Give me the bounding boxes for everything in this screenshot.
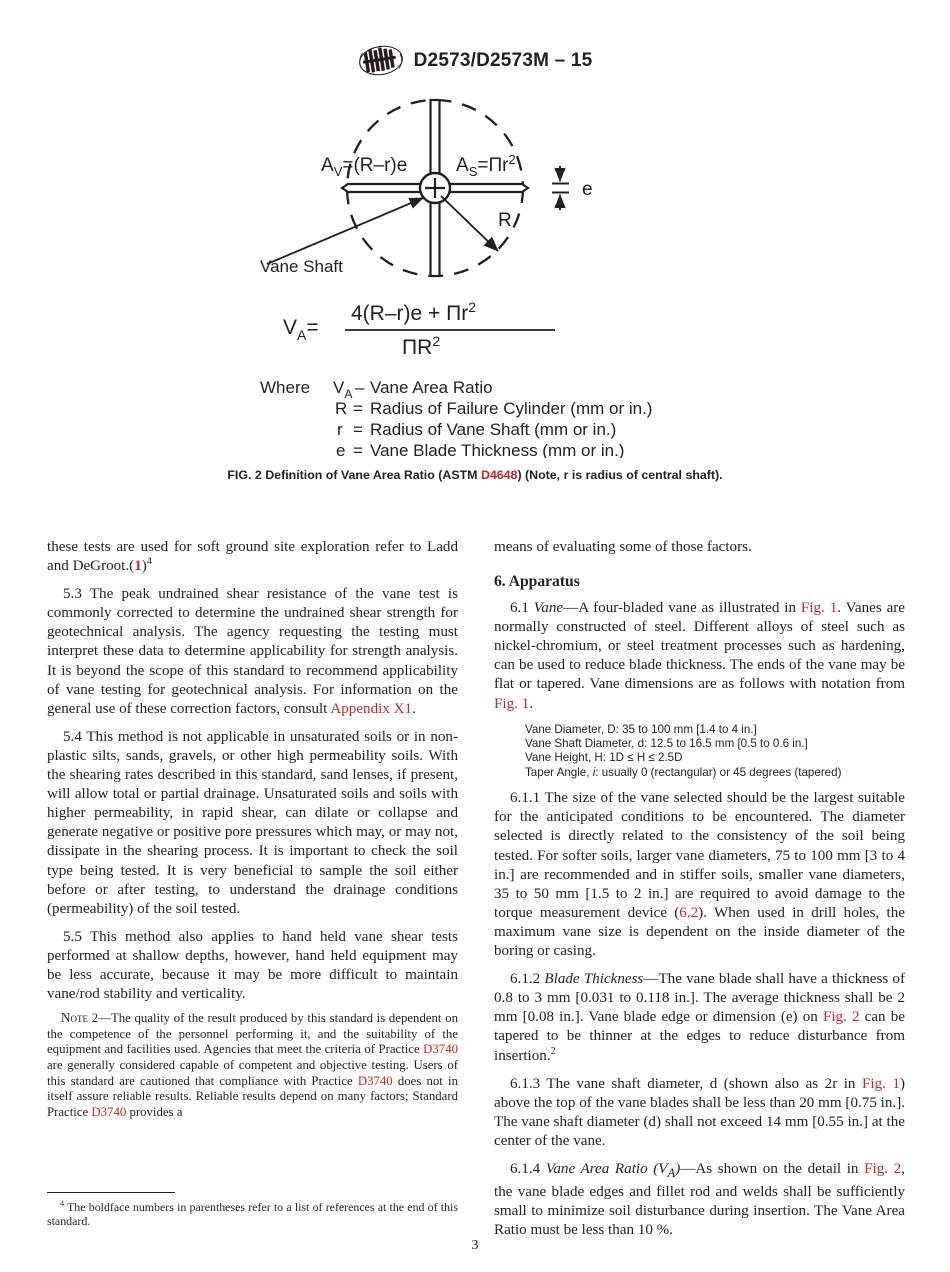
radius-label: R — [498, 210, 512, 231]
legend-def-r-big: Radius of Failure Cylinder (mm or in.) — [370, 399, 653, 418]
note-number: 2— — [88, 1011, 111, 1026]
figure-caption-link-d4648[interactable]: D4648 — [480, 468, 518, 482]
paragraph-6-1-1-text-2: ). When used in drill holes, the maximum vane size is dependent on the inside diameter of the boring or casing. — [494, 904, 905, 960]
fig-2-link-b[interactable]: Fig. 2 — [864, 1160, 902, 1177]
dimension-taper-angle — [525, 766, 905, 780]
vane-dimensions-list — [494, 723, 905, 781]
dimension-vane-height: Vane Height, H: 1D ≤ H ≤ 2.5D — [525, 751, 683, 765]
legend-sep-r-small: = — [353, 420, 363, 439]
formula-legend — [260, 376, 690, 458]
note-label: Note — [61, 1010, 89, 1026]
paragraph-6-1-text-3: . — [529, 695, 534, 712]
legend-item-va: $V_A$ — [333, 378, 353, 401]
paragraph-6-1-2-text-1: —The vane blade shall have a thickness of 0.8 to 3 mm [0.031 to 0.118 in.]. The average thickness shall be 2 mm [0.08 in.]. Vane blade edge or dimension (e) on — [494, 971, 905, 1026]
paragraph-continued-5-2 — [47, 538, 458, 576]
paragraph-6-1-2-term: Blade Thickness — [544, 971, 644, 988]
reference-link-1[interactable]: 1 — [134, 558, 142, 575]
paragraph-6-1-4 — [494, 1160, 905, 1240]
paragraph-6-1-3 — [494, 1075, 905, 1151]
note-text-1: The quality of the result produced by this standard is dependent on the competence of the personnel performing it, and the suitability of the equipment and facilities used. Agencies that meet the criteria of Practice — [47, 1011, 458, 1057]
blade-thickness-dimension — [552, 166, 569, 210]
radius-arrow — [441, 196, 498, 251]
vane-shaft-label: Vane Shaft — [260, 257, 343, 276]
paragraph-6-1-4-number: 6.1.4 — [510, 1160, 546, 1177]
footnote-text: The boldface numbers in parentheses refer to a list of references at the end of this standard. — [47, 1199, 458, 1228]
paragraph-6-1 — [494, 599, 905, 714]
paragraph-6-1-2-text-2: can be tapered to be thinner at the edges to reduce disturbance from insertion. — [494, 1009, 905, 1064]
legend-def-e: Vane Blade Thickness (mm or in.) — [370, 441, 625, 458]
paragraph-6-1-3-text-1: 6.1.3 The vane shaft diameter, d (shown also as 2r in — [510, 1075, 862, 1092]
appendix-x1-link[interactable]: Appendix X1 — [330, 700, 413, 717]
footnote-marker-4: 4 — [146, 556, 152, 568]
paragraph-6-1-3-text-2: ) above the top of the vane blades shall be less than 20 mm [0.75 in.]. The vane shaft diameter (d) shall not exceed 14 mm [0.55 in.] at the center of the vane. — [494, 1075, 905, 1149]
formula-numerator: $4(R-r)e + \Pi r^2$ — [351, 299, 477, 325]
paragraph-5-3-end: . — [412, 700, 416, 717]
section-heading-6-apparatus: 6. Apparatus — [494, 573, 580, 591]
paragraph-6-1-text-1: —A four-bladed vane as illustrated in — [563, 600, 801, 617]
d3740-link-2[interactable]: D3740 — [357, 1073, 393, 1088]
thickness-label: e — [582, 179, 593, 200]
paragraph-6-1-4-text-1: —As shown on the detail in — [680, 1160, 865, 1177]
av-formula-label: $A_V=(R-r)e$ — [321, 155, 408, 179]
formula-lhs: $V_A=$ — [283, 316, 319, 343]
fig-1-link-b[interactable]: Fig. 1 — [494, 695, 530, 712]
page-number: 3 — [471, 1238, 479, 1253]
page-header — [0, 44, 950, 78]
as-formula-label: $A_S=\Pi r^2$ — [456, 152, 516, 179]
vane-diagram-wrapper — [0, 88, 950, 288]
paragraph-6-1-2 — [494, 970, 905, 1065]
formula-legend-wrapper — [0, 376, 950, 458]
astm-logo-icon — [358, 44, 404, 78]
legend-sep-va: – — [355, 378, 365, 397]
legend-def-r-small: Radius of Vane Shaft (mm or in.) — [370, 420, 617, 439]
vane-shaft-leader-line — [267, 198, 423, 264]
legend-sep-e: = — [353, 441, 363, 458]
where-label: Where — [260, 378, 311, 397]
figure-caption-part2: ) (Note, r is radius of central shaft). — [517, 468, 723, 482]
paragraph-6-1-4-term — [545, 1160, 681, 1180]
dimension-vane-diameter: Vane Diameter, D: 35 to 100 mm [1.4 to 4 in.] — [525, 722, 757, 736]
paragraph-5-4: 5.4 This method is not applicable in unsaturated soils or in non-plastic silts, sands, gravels, or other high permeability soils. With the shearing rates described in this standard, sand lenses, if present, will allow total or partial drainage. Unsaturated soils and soils with higher permeability, in rapid shear, can dilate or collapse and generate negative or positive pore pressures which may, or may not, dissipate in the shearing process. It is important to check the soil type being tested. It is very beneficial to sample the soil either before or after testing, to understand the drainage conditions (permeability) of the soil tested. — [47, 728, 458, 917]
footnote-number: 4 — [60, 1198, 65, 1208]
section-6-2-link[interactable]: 6.2 — [679, 904, 699, 921]
paragraph-5-3 — [47, 585, 458, 719]
fig-2-link-a[interactable]: Fig. 2 — [822, 1009, 860, 1026]
left-column — [47, 538, 458, 1228]
legend-item-r-big: R — [335, 399, 348, 418]
legend-item-e: e — [336, 441, 346, 458]
formula-denominator: $\Pi R^2$ — [402, 333, 441, 359]
dimension-vane-shaft-diameter: Vane Shaft Diameter, d: 12.5 to 16.5 mm [0.5 to 0.6 in.] — [525, 737, 808, 751]
vane-area-ratio-formula-wrapper — [0, 294, 950, 362]
paragraph-6-1-term: Vane — [533, 600, 564, 617]
body-columns — [47, 538, 906, 1239]
paragraph-5-3-text: 5.3 The peak undrained shear resistance of the vane test is commonly corrected to determine the undrained shear strength for geotechnical analysis. The agency requesting the testing must interpret these data to determine applicability for strength analysis. It is beyond the scope of this standard to recommend applicability of vane testing for geotechnical analysis. For information on the general use of these correction factors, consult — [47, 586, 458, 717]
note-text-3: does not in itself assure reliable results. Reliable results depend on many factors; Standard Practice — [47, 1073, 458, 1119]
taper-angle-symbol: i — [592, 765, 596, 779]
legend-def-va: Vane Area Ratio — [370, 378, 493, 397]
legend-sep-r-big: = — [353, 399, 363, 418]
figure-2-caption — [195, 468, 755, 483]
paragraph-6-1-1 — [494, 789, 905, 961]
taper-angle-prefix: Taper Angle, — [525, 765, 593, 779]
paragraph-6-1-text-2: . Vanes are normally constructed of steel. Different alloys of steel such as nickel-chromium, or steel treatment processes such as hardening, can be used to reduce blade thickness. The ends of the vane may be flat or tapered. Vane dimensions are as follows with notation from — [494, 600, 906, 693]
document-title: D2573/D2573M – 15 — [413, 50, 593, 71]
fig-1-link-c[interactable]: Fig. 1 — [861, 1075, 900, 1092]
footnote-divider — [47, 1192, 175, 1193]
d3740-link-1[interactable]: D3740 — [423, 1042, 458, 1057]
note-text-2: are generally considered capable of competent and objective testing. Users of this standard are cautioned that compliance with Practice — [47, 1057, 458, 1088]
d3740-link-3[interactable]: D3740 — [91, 1104, 127, 1119]
paragraph-6-1-1-text-1: 6.1.1 The size of the vane selected should be the largest suitable for the anticipated conditions to be encountered. The diameter selected is directly related to the consistency of the soil being tested. For softer soils, larger vane diameters, 75 to 100 mm [3 to 4 in.] are recommended and in stiffer soils, smaller vane diameters, 35 to 50 mm [1.5 to 2 in.] are required to avoid damage to the torque measurement device ( — [494, 790, 905, 921]
taper-angle-suffix: : usually 0 (rectangular) or 45 degrees (tapered) — [595, 765, 842, 779]
paragraph-5-5: 5.5 This method also applies to hand held vane shear tests performed at shallow depths, however, hand held equipment may be less accurate, because it may be more difficult to maintain vane/rod stability and verticality. — [47, 928, 458, 1003]
paragraph-6-1-number: 6.1 — [510, 600, 534, 617]
vane-shaft-center — [420, 173, 450, 203]
paragraph-6-1-4-term-end: ) — [675, 1160, 681, 1177]
continued-text-after: ) — [141, 558, 147, 575]
note-2 — [47, 1010, 458, 1120]
fig-1-link-a[interactable]: Fig. 1 — [800, 600, 838, 617]
paragraph-6-1-4-text-2: , the vane blade edges and fillet rod and welds shall be sufficiently small to minimize soil disturbance during insertion. The Vane Area Ratio must be less than 10 %. — [494, 1160, 905, 1239]
footnote-marker-2: 2 — [550, 1045, 556, 1057]
note-text-4: provides a — [126, 1104, 183, 1119]
footnote-4 — [47, 1200, 458, 1228]
paragraph-6-1-4-term-main: Vane Area Ratio (V — [545, 1160, 668, 1177]
continued-text: these tests are used for soft ground site exploration refer to Ladd and DeGroot.( — [47, 539, 458, 575]
paragraph-6-1-4-term-sub: A — [667, 1165, 676, 1180]
paragraph-continued-note: means of evaluating some of those factors. — [494, 539, 752, 555]
figure-2-block — [0, 88, 950, 483]
vane-area-ratio-diagram — [260, 88, 690, 288]
figure-caption-part1: FIG. 2 Definition of Vane Area Ratio (ASTM — [227, 468, 481, 482]
vane-area-ratio-formula — [265, 294, 685, 362]
footnote-area — [47, 1192, 458, 1228]
paragraph-6-1-2-number: 6.1.2 — [510, 971, 545, 988]
legend-item-r-small: r — [337, 420, 343, 439]
right-column — [494, 538, 906, 1239]
